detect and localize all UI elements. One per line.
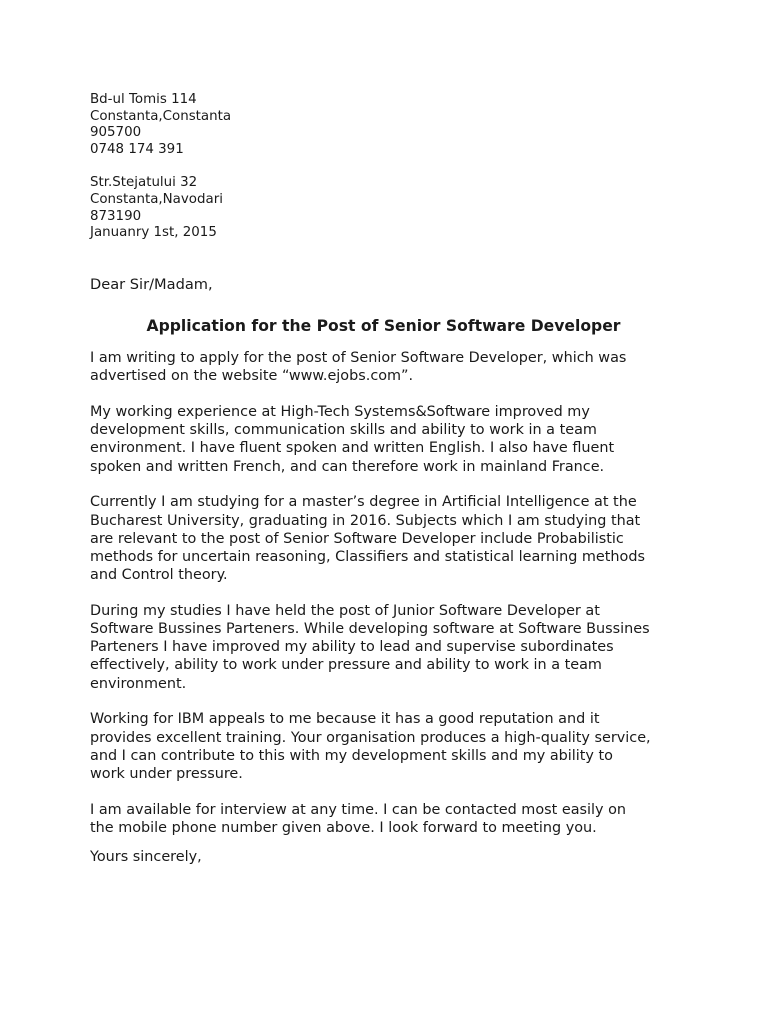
text-line: environment. <box>90 675 187 692</box>
text-line: I am available for interview at any time. I can be contacted most easily on <box>90 801 627 818</box>
paragraph-motivation <box>90 710 710 783</box>
text-line: advertised on the website “www.ejobs.com”. <box>90 368 414 385</box>
text-line: I am writing to apply for the post of Senior Software Developer, which was <box>90 350 627 367</box>
text-line: the mobile phone number given above. I look forward to meeting you. <box>90 819 597 836</box>
paragraph-experience <box>90 403 710 476</box>
text-line: During my studies I have held the post of Junior Software Developer at <box>90 602 600 619</box>
text-line: work under pressure. <box>90 765 243 782</box>
text-line: methods for uncertain reasoning, Classifiers and statistical learning methods <box>90 548 645 565</box>
subject-heading: Application for the Post of Senior Software Developer <box>146 317 621 336</box>
recipient-address-line: Constanta,Navodari <box>90 192 223 208</box>
paragraph-previous-role <box>90 602 710 693</box>
letter-date: Januanry 1st, 2015 <box>90 225 217 241</box>
text-line: provides excellent training. Your organisation produces a high-quality service, <box>90 729 651 746</box>
text-line: Bucharest University, graduating in 2016. Subjects which I am studying that <box>90 512 641 529</box>
sender-address <box>90 92 710 159</box>
recipient-address <box>90 175 710 242</box>
text-line: and Control theory. <box>90 567 228 584</box>
text-line: effectively, ability to work under pressure and ability to work in a team <box>90 657 602 674</box>
paragraph-intro <box>90 349 710 385</box>
sender-phone: 0748 174 391 <box>90 142 184 158</box>
sender-address-line: Constanta,Constanta <box>90 108 232 124</box>
paragraph-education <box>90 493 710 584</box>
text-line: and I can contribute to this with my development skills and my ability to <box>90 747 613 764</box>
text-line: spoken and written French, and can therefore work in mainland France. <box>90 458 605 475</box>
text-line: Currently I am studying for a master’s degree in Artificial Intelligence at the <box>90 494 637 511</box>
text-line: environment. I have fluent spoken and written English. I also have fluent <box>90 440 615 457</box>
letter-page <box>90 92 710 866</box>
recipient-address-line: 873190 <box>90 208 142 224</box>
sender-address-line: Bd-ul Tomis 114 <box>90 92 197 107</box>
closing: Yours sincerely, <box>90 849 202 866</box>
sender-address-line: 905700 <box>90 125 142 141</box>
text-line: development skills, communication skills and ability to work in a team <box>90 422 597 439</box>
text-line: are relevant to the post of Senior Software Developer include Probabilistic <box>90 530 624 547</box>
paragraph-availability <box>90 801 710 837</box>
text-line: Working for IBM appeals to me because it has a good reputation and it <box>90 711 600 728</box>
text-line: Parteners I have improved my ability to lead and supervise subordinates <box>90 639 614 656</box>
text-line: My working experience at High-Tech Systems&Software improved my <box>90 404 590 421</box>
salutation: Dear Sir/Madam, <box>90 276 213 294</box>
text-line: Software Bussines Parteners. While developing software at Software Bussines <box>90 621 650 638</box>
recipient-address-line: Str.Stejatului 32 <box>90 175 198 191</box>
